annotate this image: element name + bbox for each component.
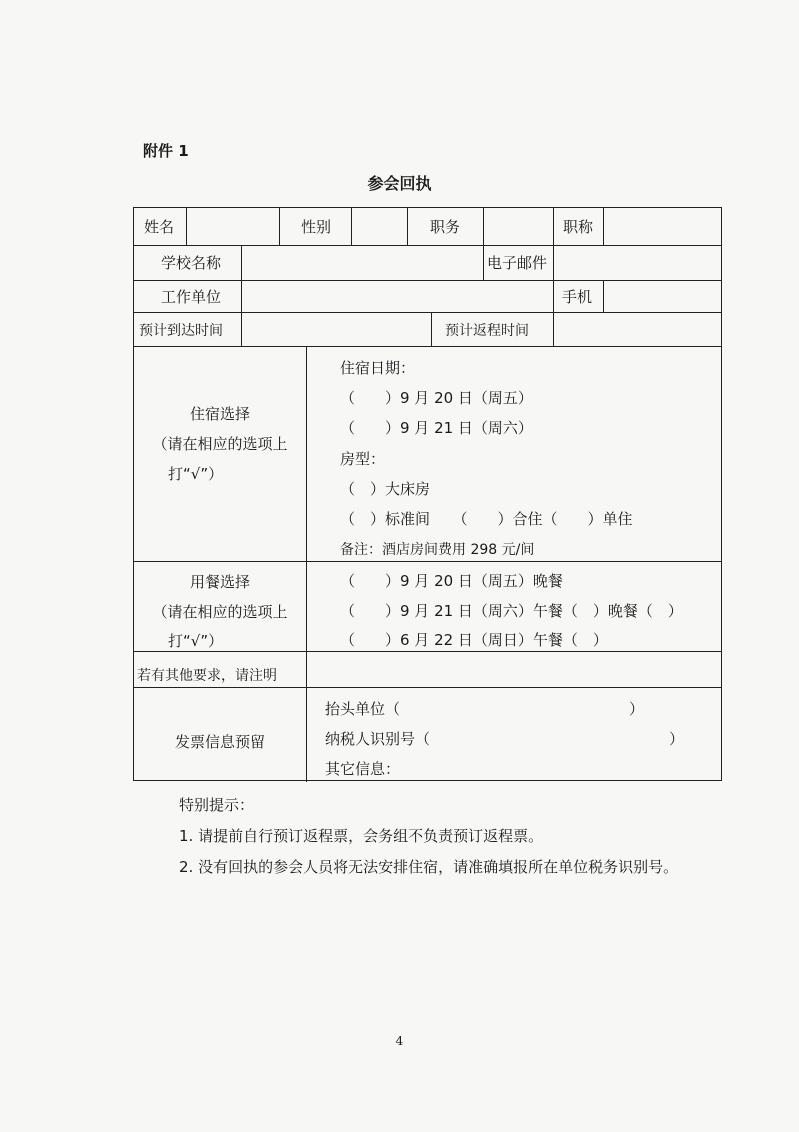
notes-heading: 特别提示： [179, 796, 255, 814]
lodging-hint-check: 打“√”） [168, 465, 224, 483]
invoice-header-close: ） [629, 700, 645, 718]
dining-option-3[interactable]: （ ）6 月 22 日（周日）午餐（ ） [340, 631, 608, 649]
page-number: 4 [395, 1034, 404, 1048]
lodging-date-option-1[interactable]: （ ）9 月 20 日（周五） [340, 389, 533, 407]
position-label: 职务 [430, 218, 461, 236]
row-divider [134, 346, 721, 347]
taxpayer-id-field[interactable]: 纳税人识别号（ [325, 730, 431, 748]
arrival-time-label: 预计到达时间 [139, 323, 223, 339]
lodging-remark: 备注：酒店房间费用 298 元/间 [340, 542, 535, 558]
lodging-hint: （请在相应的选项上 [152, 435, 288, 453]
room-option-king[interactable]: （ ）大床房 [340, 480, 431, 498]
dining-option-1[interactable]: （ ）9 月 20 日（周五）晚餐 [340, 572, 563, 590]
dining-label: 用餐选择 [189, 573, 250, 591]
school-label: 学校名称 [161, 254, 222, 272]
email-label: 电子邮件 [487, 254, 548, 272]
note-item-2: 2. 没有回执的参会人员将无法安排住宿，请准确填报所在单位税务识别号。 [179, 858, 679, 876]
row-divider [134, 312, 721, 313]
attachment-label: 附件 1 [143, 142, 189, 160]
room-type-heading: 房型： [340, 450, 386, 468]
row-divider [134, 687, 721, 688]
dining-hint-check: 打“√”） [168, 632, 224, 650]
name-label: 姓名 [144, 218, 175, 236]
lodging-label: 住宿选择 [189, 405, 250, 423]
work-unit-label: 工作单位 [161, 288, 222, 306]
row-divider [134, 245, 721, 246]
invoice-header-field[interactable]: 抬头单位（ [325, 700, 401, 718]
return-time-label: 预计返程时间 [445, 323, 529, 339]
gender-label: 性别 [301, 218, 332, 236]
reply-form-table [133, 207, 722, 781]
dining-option-2[interactable]: （ ）9 月 21 日（周六）午餐（ ）晚餐（ ） [340, 602, 683, 620]
row-divider [134, 651, 721, 652]
dining-hint: （请在相应的选项上 [152, 603, 288, 621]
row-divider [134, 280, 721, 281]
other-info-field[interactable]: 其它信息： [325, 760, 401, 778]
lodging-date-heading: 住宿日期： [340, 359, 416, 377]
note-item-1: 1. 请提前自行预订返程票，会务组不负责预订返程票。 [179, 827, 544, 845]
title-label: 职称 [563, 218, 594, 236]
lodging-date-option-2[interactable]: （ ）9 月 21 日（周六） [340, 419, 533, 437]
row-divider [134, 561, 721, 562]
invoice-label: 发票信息预留 [174, 733, 265, 751]
form-title: 参会回执 [367, 174, 432, 193]
phone-label: 手机 [562, 288, 593, 306]
taxpayer-id-close: ） [669, 730, 685, 748]
room-option-standard[interactable]: （ ）标准间 （ ）合住（ ）单住 [340, 510, 633, 528]
other-requirements-label: 若有其他要求，请注明 [137, 668, 277, 684]
